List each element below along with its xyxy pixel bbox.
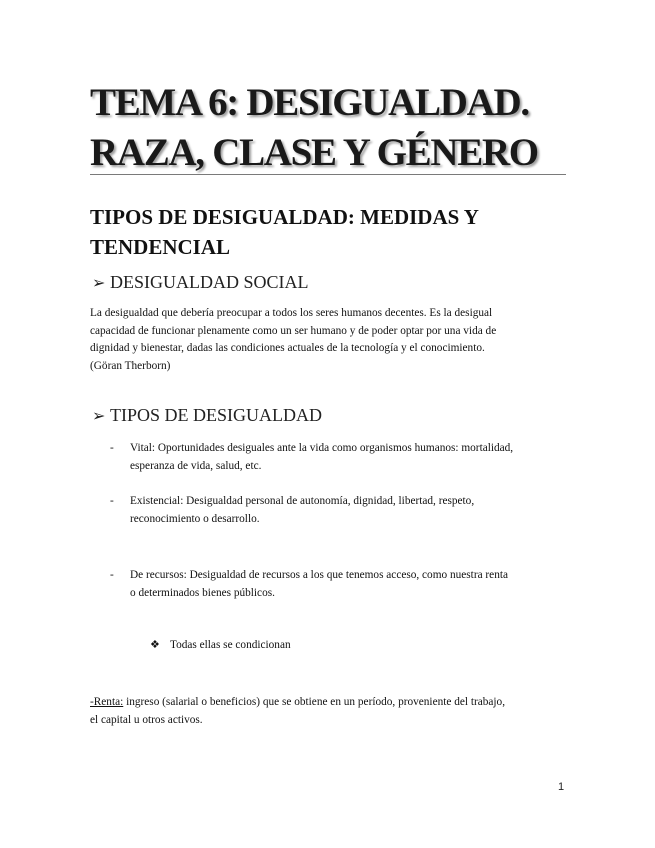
subsection-title: DESIGUALDAD SOCIAL <box>110 272 309 292</box>
note-line <box>150 636 291 654</box>
diamond-bullet-icon: ❖ <box>150 639 160 651</box>
section-heading-line-2: TENDENCIAL <box>90 235 231 259</box>
dash-bullet: - <box>110 569 114 581</box>
section-heading-line-1: TIPOS DE DESIGUALDAD: MEDIDAS Y <box>90 205 479 229</box>
renta-definition <box>90 693 560 729</box>
subsection-title: TIPOS DE DESIGUALDAD <box>110 405 322 425</box>
title-divider <box>90 174 566 175</box>
subsection-heading-tipos <box>92 404 322 428</box>
dash-bullet: - <box>110 442 114 454</box>
section-heading <box>90 202 570 262</box>
page-title <box>90 78 590 178</box>
page-number: 1 <box>558 781 565 793</box>
list-item-line: De recursos: Desigualdad de recursos a los que tenemos acceso, como nuestra renta <box>130 569 508 581</box>
definition-term: -Renta: <box>90 696 124 708</box>
title-line-1: TEMA 6: DESIGUALDAD. <box>90 81 529 124</box>
paragraph-line: (Göran Therborn) <box>90 359 171 372</box>
note-text: Todas ellas se condicionan <box>170 639 291 651</box>
paragraph-line: dignidad y bienestar, dadas las condiciones actuales de la tecnología y el conocimiento. <box>90 342 485 354</box>
dash-bullet: - <box>110 495 114 507</box>
subsection-heading-desigualdad-social <box>92 271 309 295</box>
arrowhead-bullet-icon: ➢ <box>92 275 106 292</box>
title-line-2: RAZA, CLASE Y GÉNERO <box>90 131 538 174</box>
list-item-line: esperanza de vida, salud, etc. <box>130 460 262 472</box>
definition-paragraph <box>90 305 560 375</box>
list-item-line: o determinados bienes públicos. <box>130 587 275 599</box>
paragraph-line: La desigualdad que debería preocupar a todos los seres humanos decentes. Es la desigual <box>90 307 493 319</box>
paragraph-line: capacidad de funcionar plenamente como un ser humano y de poder optar por una vida de <box>90 324 497 337</box>
list-item-line: reconocimiento o desarrollo. <box>130 513 260 525</box>
list-item-line: Existencial: Desigualdad personal de autonomía, dignidad, libertad, respeto, <box>130 495 475 507</box>
definition-text: ingreso (salarial o beneficios) que se obtiene en un período, proveniente del trabajo, <box>123 696 506 708</box>
list-item-line: Vital: Oportunidades desiguales ante la vida como organismos humanos: mortalidad, <box>130 442 514 454</box>
arrowhead-bullet-icon: ➢ <box>92 408 106 425</box>
definition-text-line-2: el capital u otros activos. <box>90 714 203 726</box>
